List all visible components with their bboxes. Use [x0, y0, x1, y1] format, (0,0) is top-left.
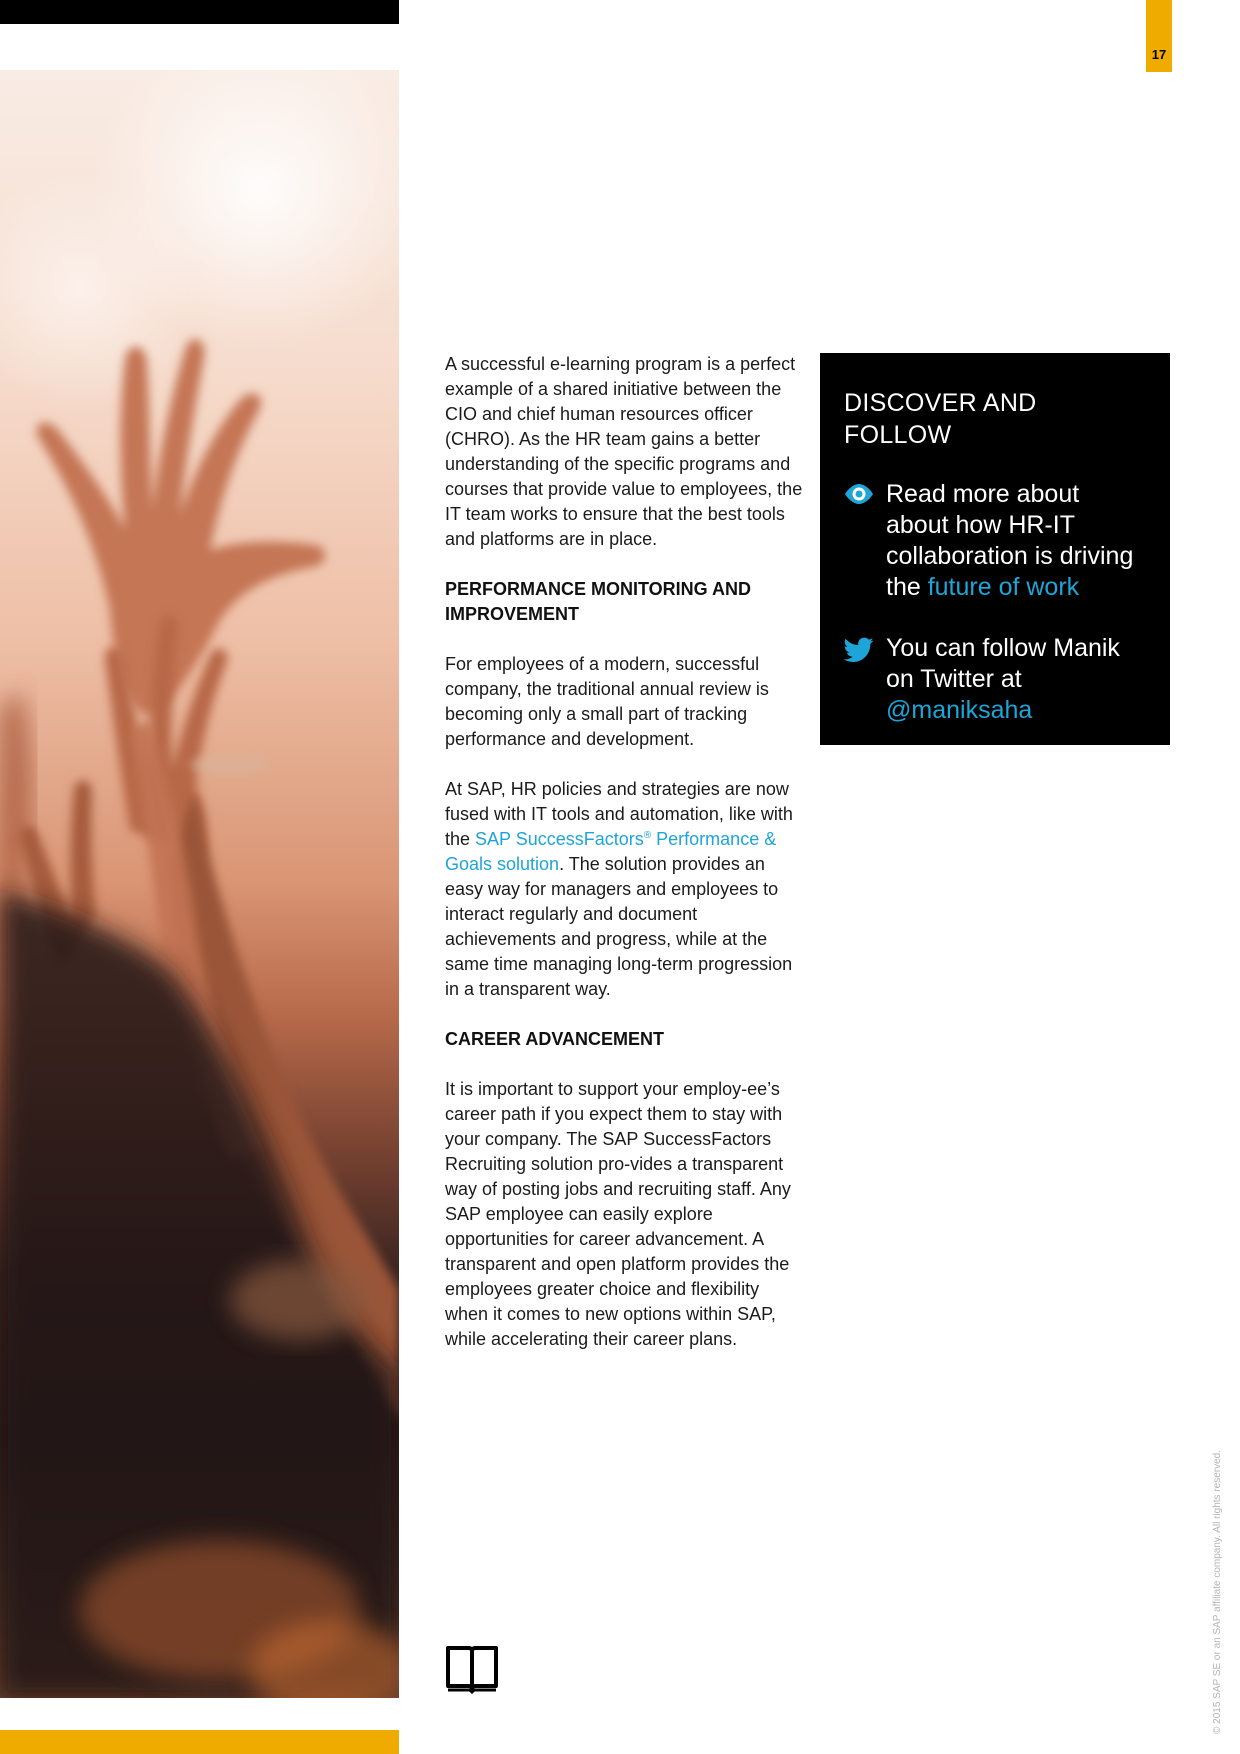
sap-hr-text-end: . The solution provides an easy way for managers and employees to interact regularly and document achievements and progress, while at the same time managing long-term progression in a transparent way. [445, 854, 793, 999]
successfactors-link-text: SAP SuccessFactors [475, 829, 644, 849]
bottom-yellow-bar [0, 1730, 399, 1754]
section-heading-performance: PERFORMANCE MONITORING AND IMPROVEMENT [445, 579, 751, 624]
future-of-work-link[interactable]: future of work [927, 573, 1080, 601]
sidebar-title: DISCOVER AND FOLLOW [844, 389, 1037, 449]
performance-goals-link-text: Performance & Goals solution [445, 829, 777, 874]
copyright-notice: © 2015 SAP SE or an SAP affiliate company. All rights reserved. [1212, 1449, 1223, 1734]
sidebar-item-twitter [844, 633, 1146, 726]
sap-hr-paragraph [445, 777, 807, 1002]
main-text-column [445, 352, 807, 1377]
performance-paragraph: For employees of a modern, successful company, the traditional annual review is becoming only a small part of tracking performance and development. [445, 654, 769, 749]
sidebar-item-text [886, 479, 1146, 603]
sidebar-item-read-more [844, 479, 1146, 603]
top-black-bar [0, 0, 399, 24]
book-icon[interactable] [445, 1644, 499, 1694]
hands-photo [0, 70, 399, 1698]
section-heading-career: CAREER ADVANCEMENT [445, 1029, 665, 1049]
discover-follow-box [820, 353, 1170, 745]
registered-mark: ® [643, 830, 652, 841]
twitter-icon [844, 633, 878, 668]
sidebar-item-text [886, 633, 1146, 726]
read-more-text: Read more about about how HR-IT collaboration is driving the [886, 480, 1134, 601]
eye-icon [844, 479, 878, 510]
hands-photo-illustration [0, 70, 399, 1698]
page-number-tab [1146, 0, 1172, 72]
twitter-handle-link[interactable]: @maniksaha [886, 696, 1033, 724]
intro-paragraph: A successful e-learning program is a perfect example of a shared initiative between the CIO and chief human resources officer (CHRO). As the HR team gains a better understanding of the specific programs and courses that provide value to employees, the IT team works to ensure that the best tools and platforms are in place. [445, 354, 803, 549]
twitter-follow-text: You can follow Manik on Twitter at [886, 634, 1120, 693]
career-paragraph: It is important to support your employ-ee’s career path if you expect them to stay with your company. The SAP SuccessFactors Recruiting solution pro-vides a transparent way of posting jobs and recruiting staff. Any SAP employee can easily explore opportunities for career advancement. A transparent and open platform provides the employees greater choice and flexibility when it comes to new options within SAP, while accelerating their career plans. [445, 1079, 791, 1349]
sap-hr-text-start: At SAP, HR policies and strategies are now fused with IT tools and automation, like with the [445, 779, 793, 849]
page-number: 17 [1151, 47, 1167, 62]
